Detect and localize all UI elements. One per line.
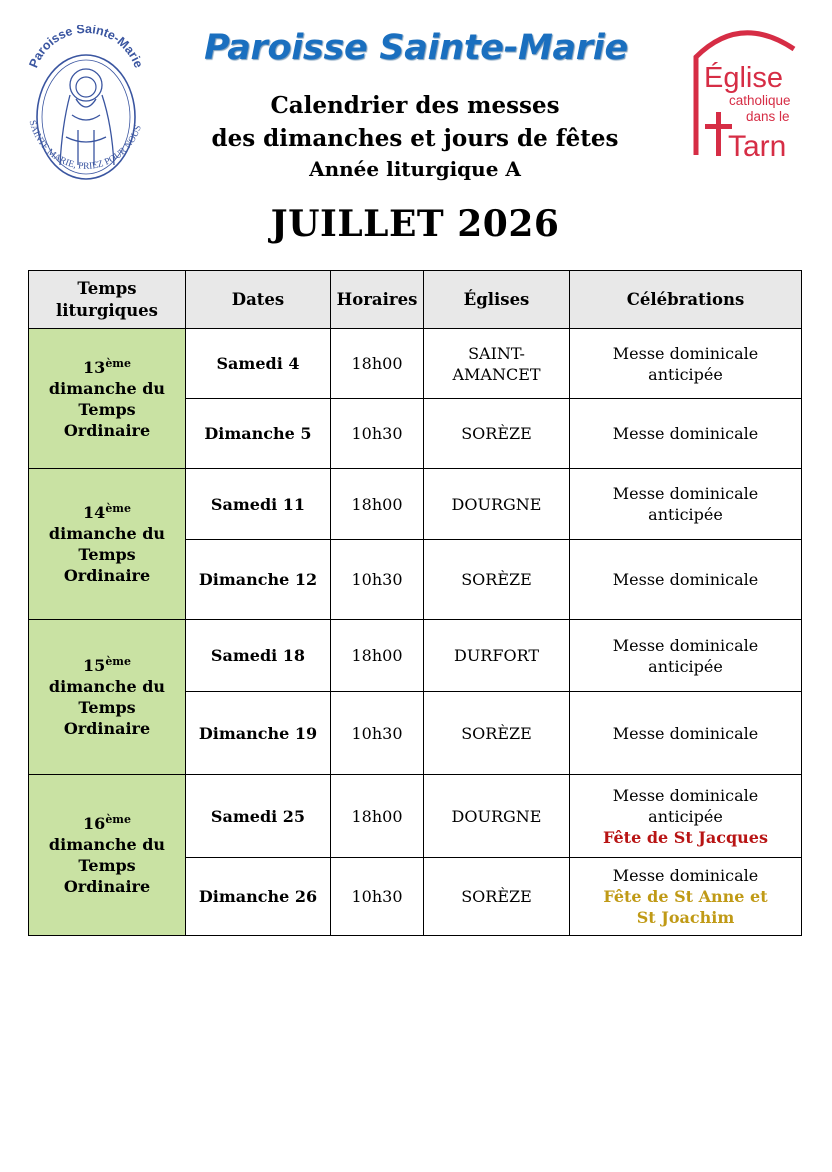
date-cell: Dimanche 5 [186, 399, 331, 469]
subtitle-line1: Calendrier des messes [270, 92, 560, 119]
date-cell: Samedi 11 [186, 469, 331, 540]
feast-label: Fête de St Anne et St Joachim [603, 887, 768, 927]
church-cell: DURFORT [424, 620, 570, 692]
virgin-mary-medallion-icon [22, 25, 150, 190]
church-cell: SORÈZE [424, 540, 570, 620]
celebration-cell: Messe dominicale anticipée Fête de St Jacques [570, 775, 802, 858]
season-cell: 15ème dimanche du Temps Ordinaire [29, 620, 186, 775]
time-cell: 10h30 [331, 858, 424, 936]
celebration-cell: Messe dominicale [570, 540, 802, 620]
date-cell: Samedi 18 [186, 620, 331, 692]
church-cell: DOURGNE [424, 775, 570, 858]
subtitle-line2: des dimanches et jours de fêtes [211, 125, 619, 152]
church-cell: SORÈZE [424, 692, 570, 775]
celebration-cell: Messe dominicale [570, 692, 802, 775]
date-cell: Dimanche 12 [186, 540, 331, 620]
celebration-cell: Messe dominicale anticipée [570, 469, 802, 540]
time-cell: 18h00 [331, 620, 424, 692]
celebration-cell: Messe dominicale anticipée [570, 620, 802, 692]
feast-label: Fête de St Jacques [603, 827, 768, 847]
church-cell: SORÈZE [424, 858, 570, 936]
season-cell: 14ème dimanche du Temps Ordinaire [29, 469, 186, 620]
logo-ring-text: SAINTE MARIE, PRIEZ POUR NOUS [26, 119, 144, 172]
table-row [29, 469, 802, 540]
season-cell: 13ème dimanche du Temps Ordinaire [29, 329, 186, 469]
date-cell: Samedi 25 [186, 775, 331, 858]
time-cell: 18h00 [331, 469, 424, 540]
header-celebrations: Célébrations [570, 271, 802, 329]
time-cell: 10h30 [331, 540, 424, 620]
time-cell: 10h30 [331, 399, 424, 469]
parish-logo [22, 25, 150, 190]
logo-line2: catholique [729, 93, 791, 108]
month-title: JUILLET 2026 [270, 203, 560, 245]
header-churches: Églises [424, 271, 570, 329]
header-season: Temps liturgiques [29, 271, 186, 329]
svg-text:Paroisse Sainte-Marie [26, 25, 145, 70]
date-cell: Dimanche 26 [186, 858, 331, 936]
logo-top-text: Paroisse Sainte-Marie [26, 25, 146, 70]
celebration-cell: Messe dominicale Fête de St Anne et St Joachim [570, 858, 802, 936]
table-row [29, 775, 802, 858]
season-cell: 16ème dimanche du Temps Ordinaire [29, 775, 186, 936]
church-cell: SORÈZE [424, 399, 570, 469]
date-cell: Dimanche 19 [186, 692, 331, 775]
header-dates: Dates [186, 271, 331, 329]
church-cross-logo-icon [690, 25, 805, 160]
diocese-logo [690, 25, 805, 160]
parish-title: Paroisse Sainte-Marie [204, 28, 628, 68]
logo-line4: Tarn [728, 130, 787, 160]
logo-line3: dans le [746, 109, 790, 124]
celebration-cell: Messe dominicale anticipée [570, 329, 802, 399]
church-cell: DOURGNE [424, 469, 570, 540]
table-row [29, 329, 802, 399]
time-cell: 18h00 [331, 775, 424, 858]
table-header-row [29, 271, 802, 329]
celebration-cell: Messe dominicale [570, 399, 802, 469]
mass-calendar-table [28, 270, 802, 936]
time-cell: 10h30 [331, 692, 424, 775]
table-row [29, 620, 802, 692]
subtitle-line3: Année liturgique A [309, 157, 521, 181]
church-cell: SAINT-AMANCET [424, 329, 570, 399]
time-cell: 18h00 [331, 329, 424, 399]
header-times: Horaires [331, 271, 424, 329]
logo-line1: Église [704, 62, 783, 94]
date-cell: Samedi 4 [186, 329, 331, 399]
